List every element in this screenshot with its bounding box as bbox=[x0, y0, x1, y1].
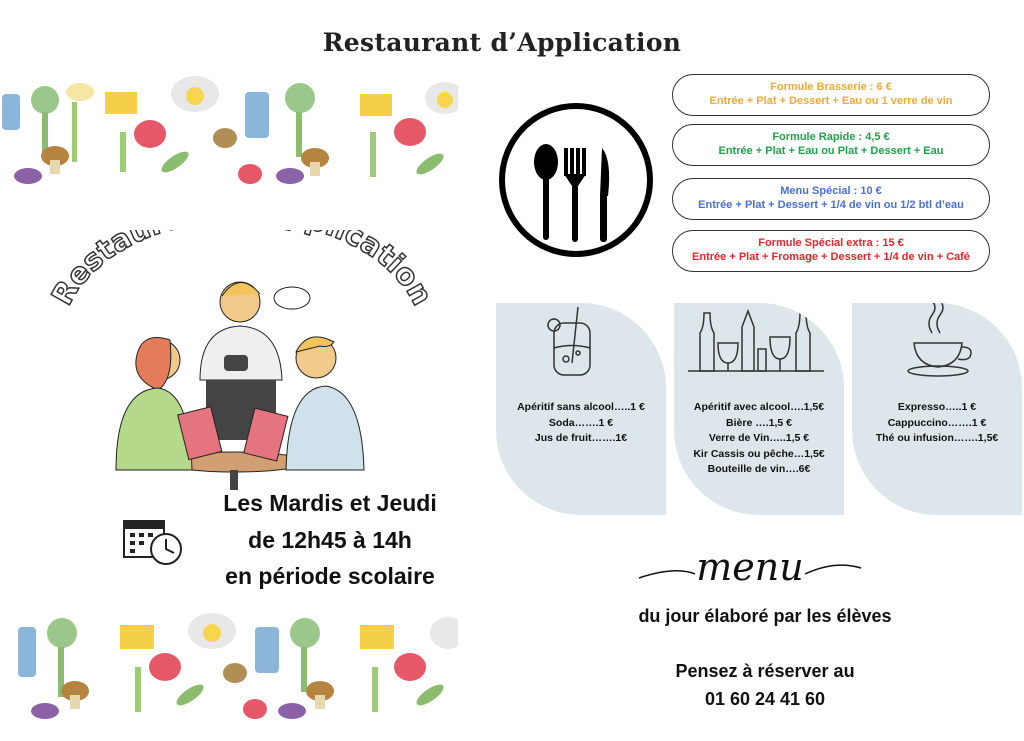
hero-illustration bbox=[40, 230, 440, 490]
cutlery-icon bbox=[496, 100, 656, 260]
drink-item: Kir Cassis ou pêche…1,5€ bbox=[693, 447, 825, 460]
drink-item: Soda…….1 € bbox=[548, 416, 614, 429]
drinks-hot-card bbox=[852, 303, 1022, 515]
drink-item: Thé ou infusion…….1,5€ bbox=[875, 432, 999, 444]
vegetable-banner-top bbox=[0, 72, 458, 190]
drinks-alcohol-card bbox=[674, 303, 844, 515]
formula-detail: Entrée + Plat + Dessert + 1/4 de vin ou 1/2 btl d’eau bbox=[698, 199, 964, 211]
drink-item: Apéritif avec alcool….1,5€ bbox=[693, 401, 825, 413]
formula-name: Formule Brasserie : 6 € bbox=[770, 81, 892, 93]
reservation-phone[interactable]: 01 60 24 41 60 bbox=[704, 689, 826, 709]
formula-menu-special bbox=[672, 178, 990, 220]
schedule-days: Les Mardis et Jeudi bbox=[223, 490, 437, 516]
drinks-soft-list bbox=[496, 400, 666, 447]
drink-item: Bouteille de vin….6€ bbox=[707, 463, 811, 475]
drink-item: Verre de Vin…..1,5 € bbox=[708, 432, 810, 444]
arc-title: Restau cation bbox=[44, 230, 440, 311]
formula-name: Formule Spécial extra : 15 € bbox=[758, 237, 904, 249]
drink-item: Expresso…..1 € bbox=[897, 401, 977, 413]
menu-subtitle: du jour élaboré par les élèves bbox=[638, 606, 892, 626]
menu-word: menu bbox=[696, 545, 804, 589]
formula-brasserie bbox=[672, 74, 990, 116]
drink-item: Apéritif sans alcool…..1 € bbox=[517, 401, 645, 413]
reservation-label: Pensez à réserver au bbox=[675, 661, 855, 681]
coffee-cup-icon bbox=[852, 303, 1022, 383]
vegetable-banner-bottom bbox=[0, 607, 458, 725]
wine-bottles-icon bbox=[674, 303, 844, 383]
cocktail-glass-icon bbox=[496, 303, 666, 383]
formula-detail: Entrée + Plat + Eau ou Plat + Dessert + Eau bbox=[718, 145, 944, 157]
vegetable-pattern-icon bbox=[0, 607, 458, 725]
page-title: Restaurant d’Application bbox=[322, 28, 682, 57]
drink-item: Jus de fruit…….1€ bbox=[534, 432, 628, 444]
drink-item: Bière ….1,5 € bbox=[726, 416, 792, 429]
schedule-hours: de 12h45 à 14h bbox=[248, 527, 412, 553]
drinks-alcohol-list bbox=[674, 400, 844, 478]
drinks-soft-card bbox=[496, 303, 666, 515]
vegetable-pattern-icon bbox=[0, 72, 458, 190]
drinks-hot-list bbox=[852, 400, 1022, 447]
formula-name: Menu Spécial : 10 € bbox=[780, 185, 882, 197]
formula-detail: Entrée + Plat + Fromage + Dessert + 1/4 de vin + Café bbox=[692, 251, 970, 263]
calendar-clock-icon bbox=[122, 515, 184, 567]
drink-item: Cappuccino…….1 € bbox=[887, 416, 987, 429]
schedule-period: en période scolaire bbox=[225, 563, 435, 589]
formula-detail: Entrée + Plat + Dessert + Eau ou 1 verre de vin bbox=[709, 95, 953, 107]
formula-rapide bbox=[672, 124, 990, 166]
menu-script-title bbox=[635, 538, 865, 598]
formula-special-extra bbox=[672, 230, 990, 272]
formula-name: Formule Rapide : 4,5 € bbox=[772, 131, 890, 143]
